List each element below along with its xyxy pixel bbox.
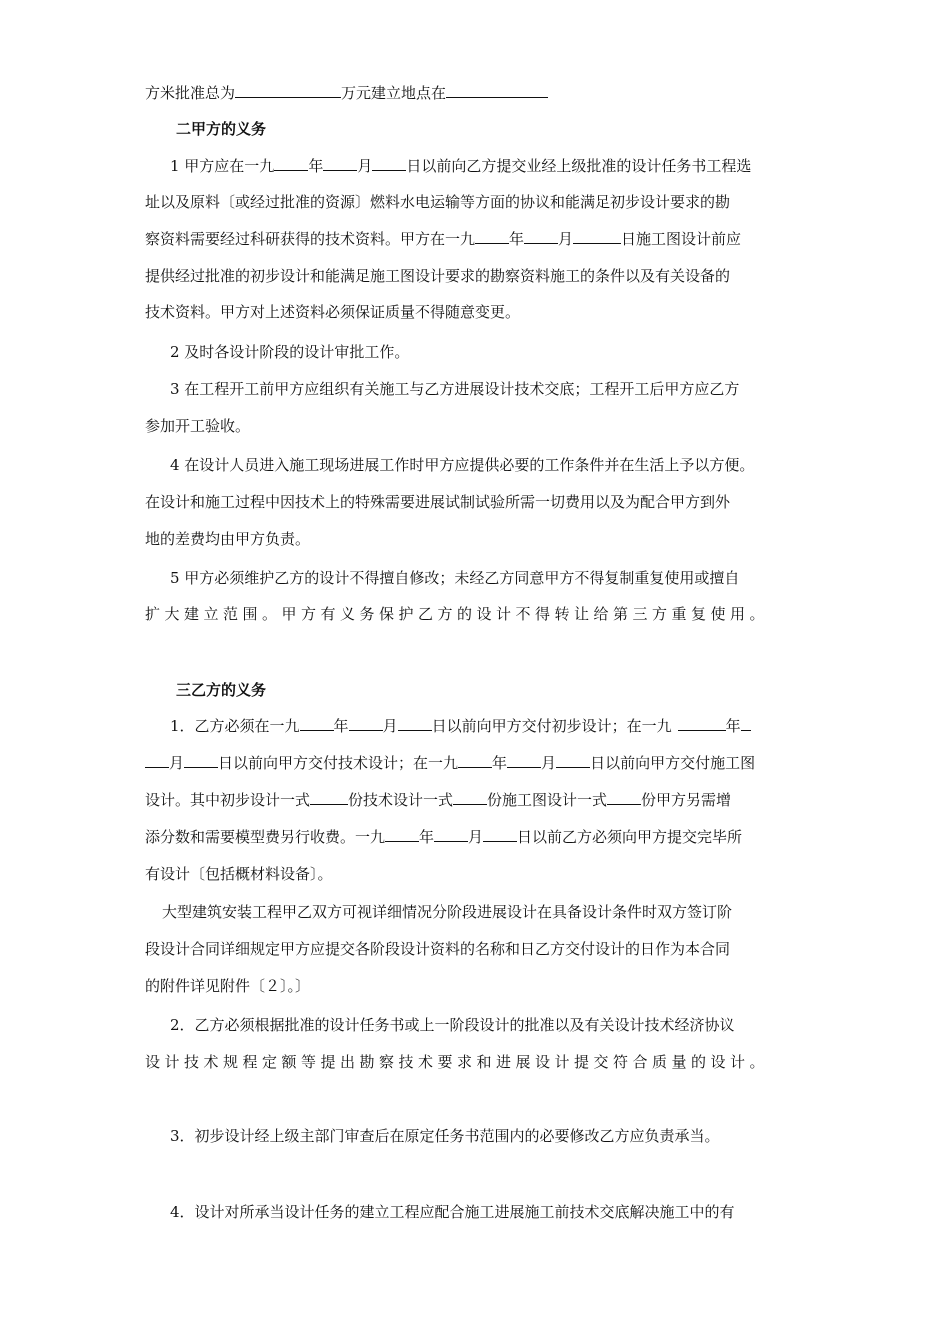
- text-line: 址以及原料〔或经过批准的资源〕燃料水电运输等方面的协议和能满足初步设计要求的勘: [145, 193, 731, 211]
- text-line: 月 日以前向甲方交付技术设计；在一九 年 月 日以前向甲方交付施工图: [145, 753, 755, 773]
- text-line: 段设计合同详细规定甲方应提交各阶段设计资料的名称和日乙方交付设计的日作为本合同: [145, 940, 731, 958]
- blank-field: [507, 753, 541, 768]
- blank-field: [475, 229, 509, 244]
- text-line: 4 在设计人员进入施工现场进展工作时甲方应提供必要的工作条件并在生活上予以方便。: [170, 456, 755, 474]
- text-line: 在设计和施工过程中因技术上的特殊需要进展试制试验所需一切费用以及为配合甲方到外: [145, 493, 731, 511]
- blank-field: [235, 83, 341, 98]
- text-line: 有设计〔包括概材料设备〕。: [145, 865, 333, 883]
- text-line: 技术资料。甲方对上述资料必须保证质量不得随意变更。: [145, 303, 521, 321]
- text-line: 设计技术规程定额等提出勘察技术要求和进展设计提交符合质量的设计。: [145, 1053, 770, 1071]
- text-line: 4．设计对所承当设计任务的建立工程应配合施工进展施工前技术交底解决施工中的有: [170, 1203, 735, 1221]
- blank-field: [678, 716, 726, 731]
- blank-field: [300, 716, 334, 731]
- text-line: 添分数和需要模型费另行收费。一九 年 月 日以前乙方必须向甲方提交完毕所: [145, 828, 743, 846]
- blank-field: [274, 156, 308, 171]
- text-line: 察资料需要经过科研获得的技术资料。甲方在一九 年 月 日施工图设计前应: [145, 230, 742, 248]
- blank-field: [349, 716, 383, 731]
- blank-field: [607, 790, 641, 805]
- blank-field: [741, 716, 751, 731]
- blank-field: [145, 753, 169, 768]
- blank-field: [434, 827, 468, 842]
- text-line: 1．乙方必须在一九 年 月 日以前向甲方交付初步设计；在一九 年: [170, 716, 751, 736]
- blank-field: [446, 83, 548, 98]
- blank-field: [573, 229, 621, 244]
- section-heading: 二甲方的义务: [176, 120, 267, 138]
- text-line: 5 甲方必须维护乙方的设计不得擅自修改；未经乙方同意甲方不得复制重复使用或擅自: [170, 569, 740, 587]
- blank-field: [524, 229, 558, 244]
- blank-field: [372, 156, 406, 171]
- blank-field: [483, 827, 517, 842]
- text-line: 3．初步设计经上级主部门审查后在原定任务书范围内的必要修改乙方应负责承当。: [170, 1127, 720, 1145]
- text-line: 3 在工程开工前甲方应组织有关施工与乙方进展设计技术交底；工程开工后甲方应乙方: [170, 380, 740, 398]
- text-line: 提供经过批准的初步设计和能满足施工图设计要求的勘察资料施工的条件以及有关设备的: [145, 267, 731, 285]
- blank-field: [453, 790, 487, 805]
- text-line: 2 及时各设计阶段的设计审批工作。: [170, 343, 410, 361]
- text-line: 1 甲方应在一九 年 月 日以前向乙方提交业经上级批准的设计任务书工程选: [170, 157, 752, 175]
- blank-field: [398, 716, 432, 731]
- blank-field: [310, 790, 348, 805]
- blank-field: [184, 753, 218, 768]
- text-line: 设计。其中初步设计一式 份技术设计一式 份施工图设计一式 份甲方另需增: [145, 791, 732, 809]
- blank-field: [556, 753, 590, 768]
- section-heading: 三乙方的义务: [176, 681, 267, 699]
- blank-field: [385, 827, 419, 842]
- text-line: 方米批准总为 万元建立地点在: [145, 83, 548, 103]
- text-line: 扩大建立范围。甲方有义务保护乙方的设计不得转让给第三方重复使用。: [145, 605, 770, 623]
- blank-field: [323, 156, 357, 171]
- text-line: 地的差费均由甲方负责。: [145, 530, 311, 548]
- text-line: 的附件详见附件〔２〕。〕: [145, 977, 311, 995]
- blank-field: [458, 753, 492, 768]
- text-line: 大型建筑安装工程甲乙双方可视详细情况分阶段进展设计在具备设计条件时双方签订阶: [162, 903, 733, 921]
- text-line: 2．乙方必须根据批准的设计任务书或上一阶段设计的批准以及有关设计技术经济协议: [170, 1016, 735, 1034]
- text-line: 参加开工验收。: [145, 417, 251, 435]
